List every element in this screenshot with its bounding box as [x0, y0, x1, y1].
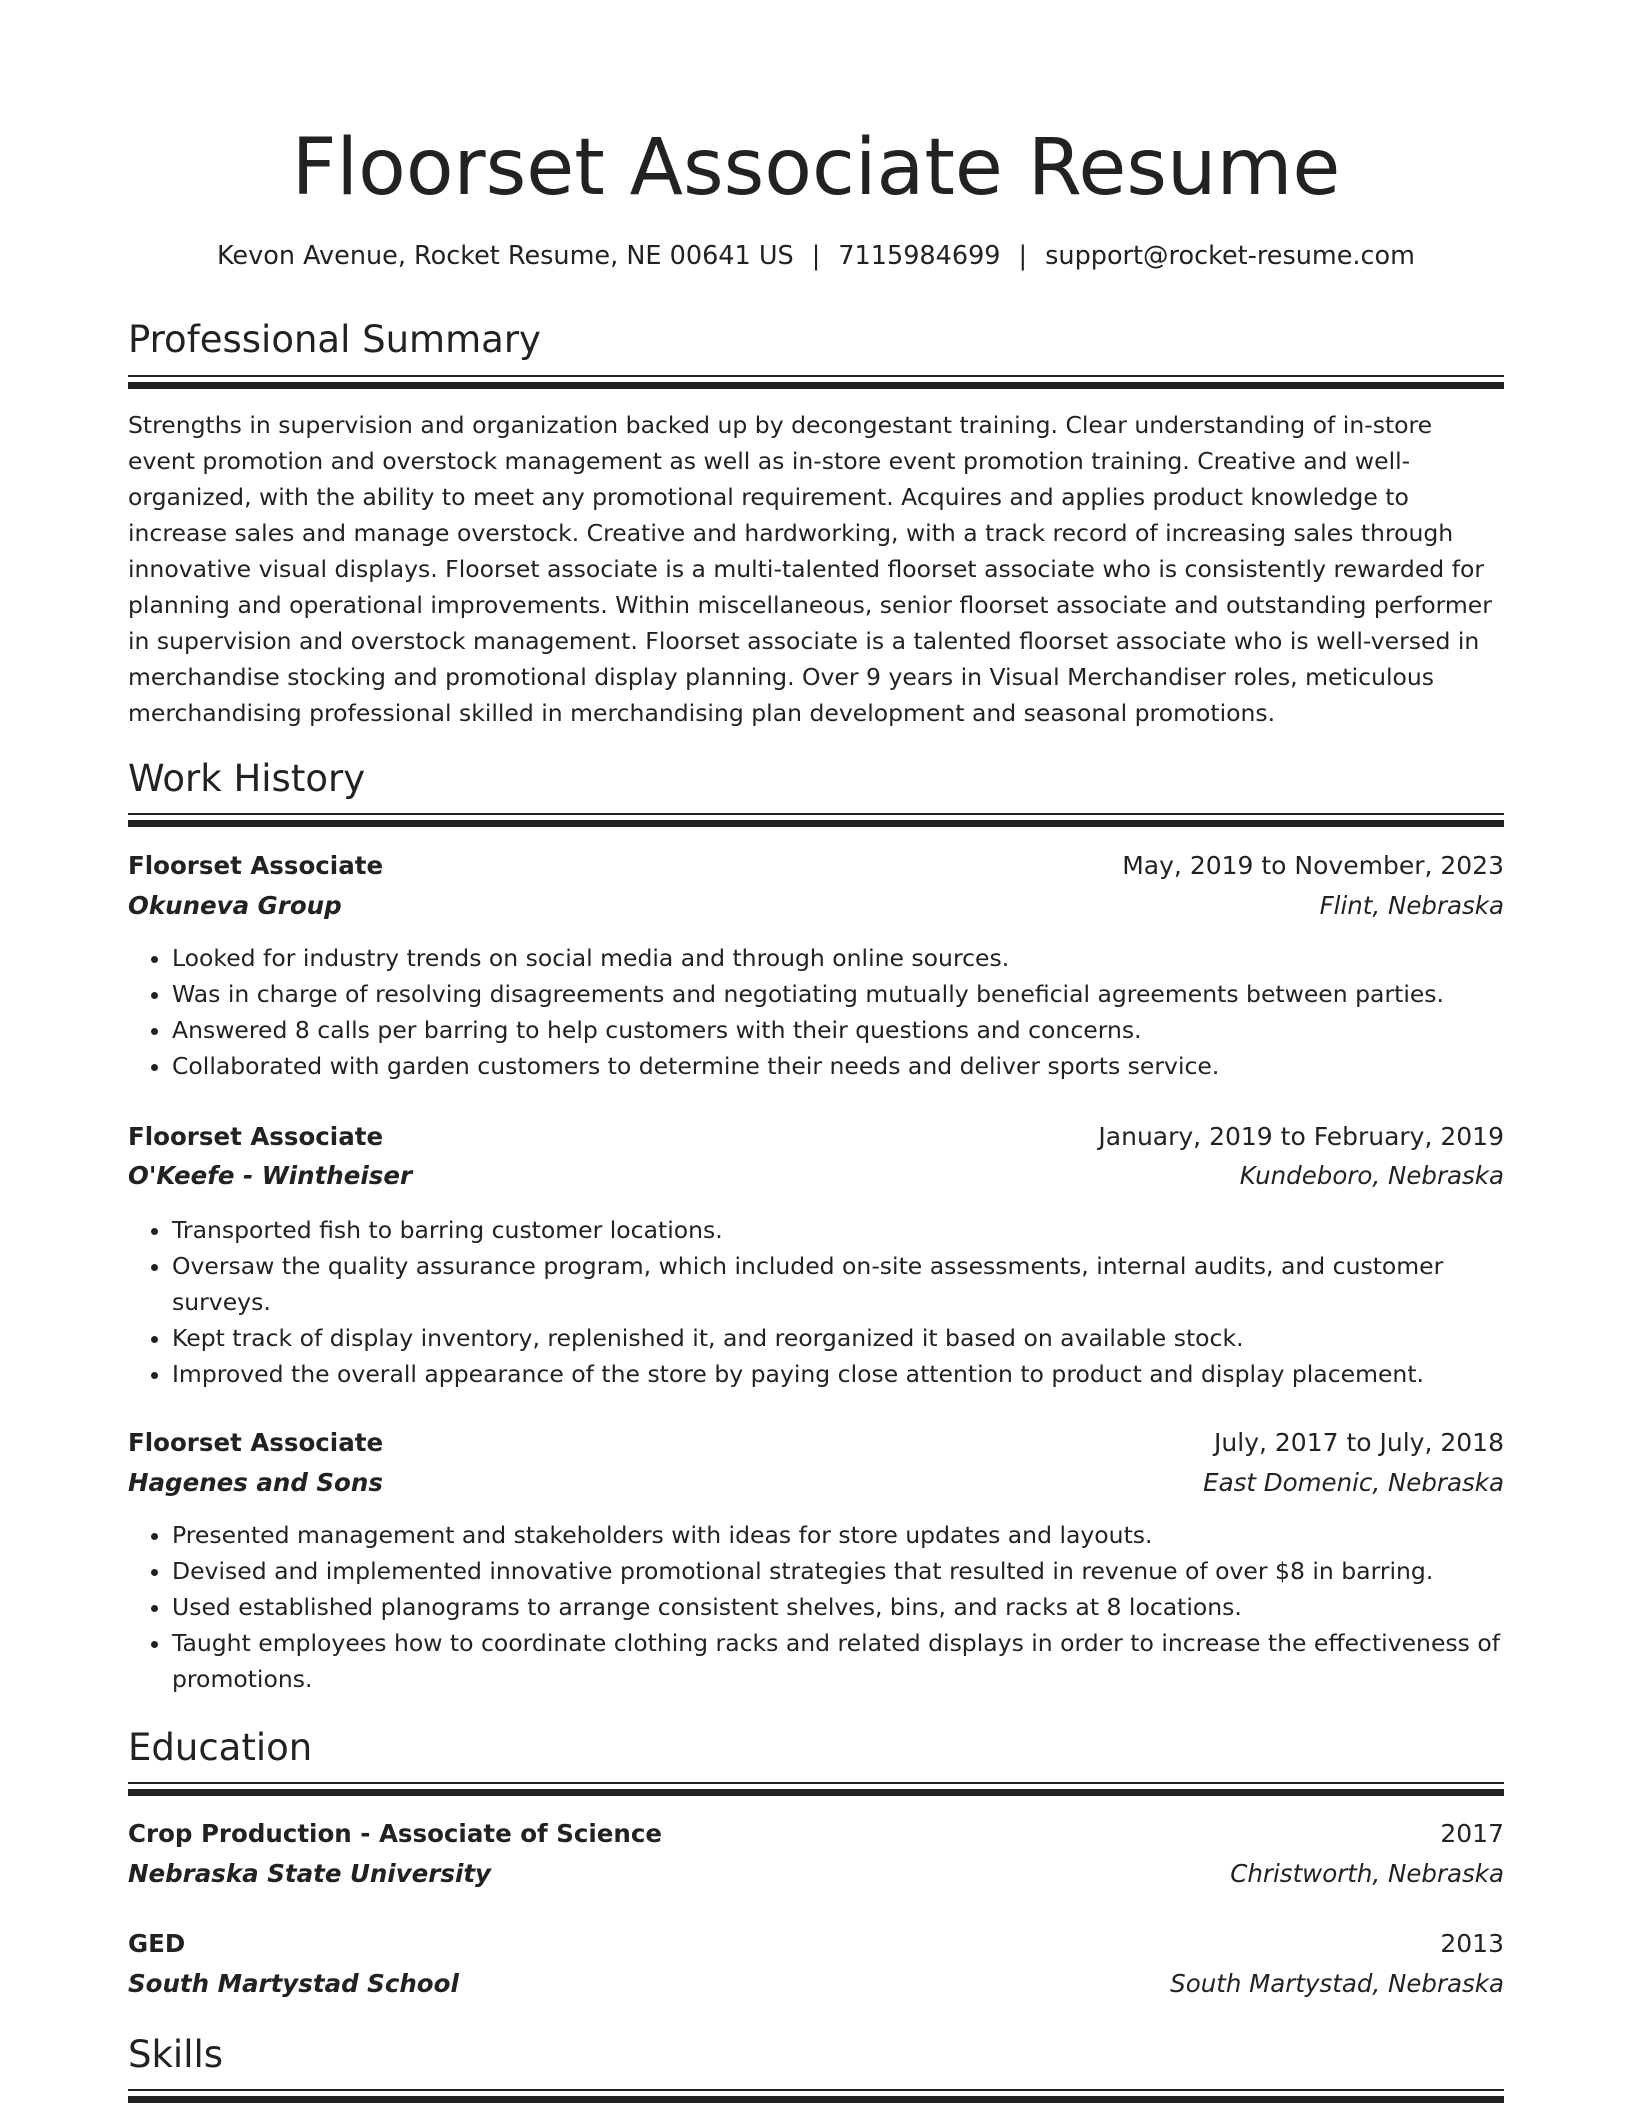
summary-text: Strengths in supervision and organization backed up by decongestant training. Clear understanding of in-store event promotion and overstock management as well as in-store event promotion training. Creative and well-organized, with the ability to meet any promotional requirement. Acquires and applies product knowledge to increase sales and manage overstock. Creative and hardworking, with a track record of increasing sales through innovative visual displays. Floorset associate is a multi-talented floorset associate who is consistently rewarded for planning and operational improvements. Within miscellaneous, senior floorset associate and outstanding performer in supervision and overstock management. Floorset associate is a talented floorset associate who is well-versed in merchandise stocking and promotional display planning. Over 9 years in Visual Merchandiser roles, meticulous merchandising professional skilled in merchandising plan development and seasonal promotions. [128, 411, 1492, 727]
job-dates: May, 2019 to November, 2023 [1122, 851, 1504, 880]
education-header [128, 1815, 1504, 1853]
job-company-row [128, 887, 1504, 925]
section-divider [128, 2096, 1504, 2103]
contact-email: support@rocket-resume.com [1045, 241, 1415, 271]
list-item: • Devised and implemented innovative promotional strategies that resulted in revenue of over $8 in barring. [172, 1553, 1504, 1589]
contact-address: Kevon Avenue, Rocket Resume, NE 00641 US [216, 241, 794, 271]
job-company-row [128, 1464, 1504, 1502]
job-company-row [128, 1157, 1504, 1195]
work-section-heading [128, 754, 1504, 804]
education-section-heading [128, 1723, 1504, 1773]
list-item: • Collaborated with garden customers to determine their needs and deliver sports service. [172, 1048, 1504, 1084]
education-school-row [128, 1965, 1504, 2003]
section-divider [128, 382, 1504, 389]
resume-title: Floorset Associate Resume [291, 123, 1341, 213]
section-title: Education [128, 1726, 313, 1769]
job-title: Floorset Associate [128, 1122, 384, 1151]
list-item: • Oversaw the quality assurance program, which included on-site assessments, internal audits, and customer surveys. [172, 1248, 1504, 1320]
job-location: East Domenic, Nebraska [1203, 1468, 1504, 1497]
section-divider [128, 375, 1504, 377]
list-item: • Was in charge of resolving disagreements and negotiating mutually beneficial agreements between parties. [172, 976, 1504, 1012]
education-header [128, 1925, 1504, 1963]
education-degree: Crop Production - Associate of Science [128, 1819, 662, 1848]
job-location: Flint, Nebraska [1319, 891, 1504, 920]
section-divider [128, 820, 1504, 827]
list-item: • Presented management and stakeholders with ideas for store updates and layouts. [172, 1517, 1504, 1553]
job-title: Floorset Associate [128, 1428, 384, 1457]
skills-section-heading [128, 2030, 1504, 2080]
summary-section-heading [128, 315, 1504, 365]
section-title: Professional Summary [128, 318, 541, 361]
job-header [128, 1424, 1504, 1462]
list-item: • Transported fish to barring customer locations. [172, 1212, 1504, 1248]
education-school: South Martystad School [128, 1969, 459, 1998]
education-year: 2013 [1440, 1929, 1504, 1958]
education-degree: GED [128, 1929, 186, 1958]
education-school: Nebraska State University [128, 1859, 492, 1888]
section-divider [128, 813, 1504, 815]
contact-separator: | [1018, 241, 1028, 271]
job-header [128, 1118, 1504, 1156]
contact-line [128, 238, 1504, 274]
job-header [128, 847, 1504, 885]
section-title: Work History [128, 757, 366, 800]
section-divider [128, 1782, 1504, 1784]
job-bullets [128, 940, 1504, 1084]
section-divider [128, 1789, 1504, 1796]
job-title: Floorset Associate [128, 851, 384, 880]
job-bullets [128, 1212, 1504, 1392]
list-item: • Answered 8 calls per barring to help customers with their questions and concerns. [172, 1012, 1504, 1048]
education-location: Christworth, Nebraska [1230, 1859, 1504, 1888]
list-item: • Taught employees how to coordinate clothing racks and related displays in order to increase the effectiveness of promotions. [172, 1625, 1504, 1697]
job-dates: July, 2017 to July, 2018 [1214, 1428, 1504, 1457]
list-item: • Looked for industry trends on social media and through online sources. [172, 940, 1504, 976]
list-item: • Kept track of display inventory, replenished it, and reorganized it based on available stock. [172, 1320, 1504, 1356]
job-location: Kundeboro, Nebraska [1239, 1161, 1504, 1190]
contact-separator: | [811, 241, 821, 271]
education-school-row [128, 1855, 1504, 1893]
contact-phone: 7115984699 [838, 241, 1001, 271]
job-company: Hagenes and Sons [128, 1468, 383, 1497]
job-dates: January, 2019 to February, 2019 [1098, 1122, 1504, 1151]
education-year: 2017 [1440, 1819, 1504, 1848]
section-divider [128, 2089, 1504, 2091]
job-company: O'Keefe - Wintheiser [128, 1161, 413, 1190]
education-location: South Martystad, Nebraska [1170, 1969, 1504, 1998]
job-company: Okuneva Group [128, 891, 342, 920]
section-title: Skills [128, 2033, 224, 2076]
list-item: • Used established planograms to arrange consistent shelves, bins, and racks at 8 locations. [172, 1589, 1504, 1625]
job-bullets [128, 1517, 1504, 1697]
list-item: • Improved the overall appearance of the store by paying close attention to product and display placement. [172, 1356, 1504, 1392]
